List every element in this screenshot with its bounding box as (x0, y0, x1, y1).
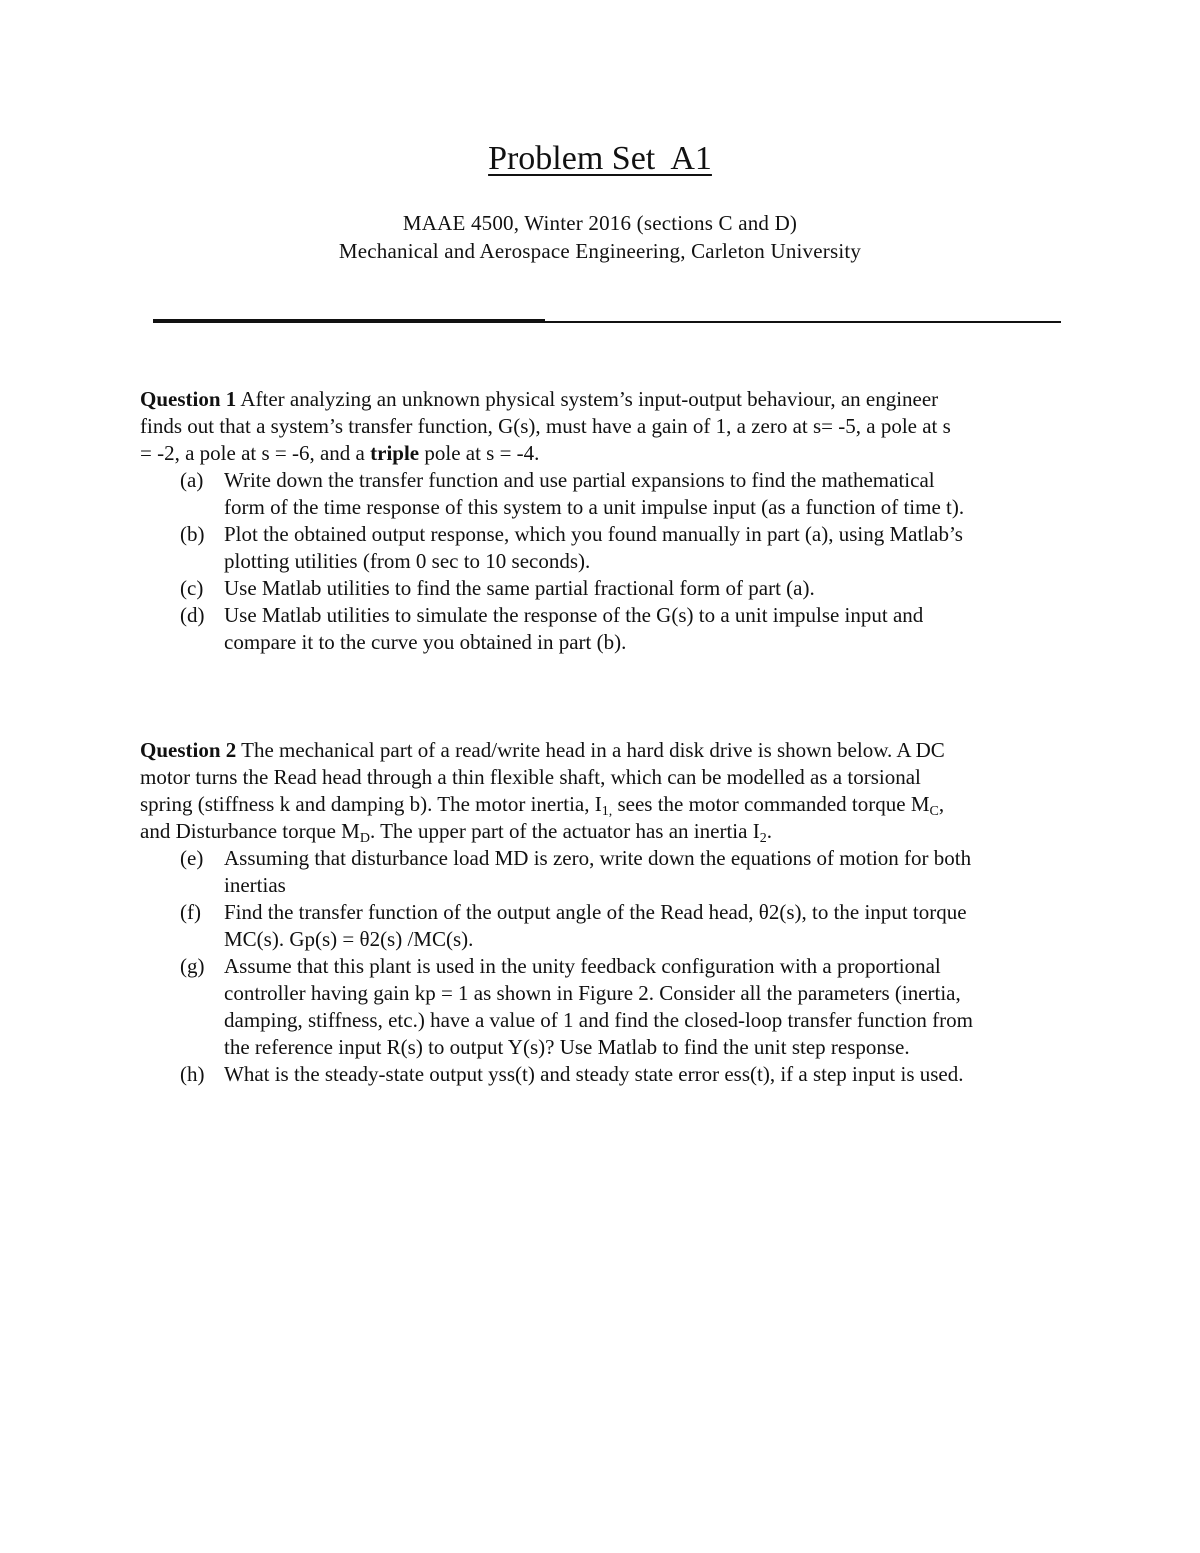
question-2-intro-3a: spring (stiffness k and damping b). The motor inertia, I (140, 792, 602, 816)
part-a-line: form of the time response of this system to a unit impulse input (as a function of time t). (224, 495, 965, 519)
part-a-line: Write down the transfer function and use partial expansions to find the mathematical (224, 468, 935, 492)
part-g-line: Assume that this plant is used in the unity feedback configuration with a proportional (224, 954, 941, 978)
subscript-i2: 2 (759, 831, 767, 846)
part-g-marker: (g) (180, 954, 205, 978)
part-b (140, 521, 1070, 575)
subscript-i1: 1, (601, 804, 613, 819)
question-2-line-4 (140, 818, 1070, 845)
question-1-intro-3b: pole at s = -4. (419, 441, 540, 465)
question-2-intro-4c: . (766, 819, 772, 843)
part-f-line: MC(s). Gp(s) = θ2(s) /MC(s). (224, 927, 474, 951)
part-e-line: Assuming that disturbance load MD is zero, write down the equations of motion for both (224, 846, 972, 870)
question-1-emphasis-triple: triple (370, 441, 420, 465)
question-2-line-1 (140, 737, 1070, 764)
part-g-line: the reference input R(s) to output Y(s)? Use Matlab to find the unit step response. (224, 1035, 910, 1059)
question-2-intro-4b: . The upper part of the actuator has an inertia I (369, 819, 760, 843)
question-1-line-3 (140, 440, 1070, 467)
part-a-marker: (a) (180, 468, 204, 492)
part-g-line: damping, stiffness, etc.) have a value of 1 and find the closed-loop transfer function from (224, 1008, 973, 1032)
question-1-line-2: finds out that a system’s transfer function, G(s), must have a gain of 1, a zero at s= -5, a pole at s (140, 414, 951, 438)
question-2 (140, 737, 1070, 1088)
department-line: Mechanical and Aerospace Engineering, Carleton University (338, 239, 862, 263)
question-1-heading: Question 1 (140, 387, 237, 411)
part-d-line: compare it to the curve you obtained in part (b). (224, 630, 627, 654)
course-line: MAAE 4500, Winter 2016 (sections C and D) (402, 211, 798, 235)
question-2-intro-4a: and Disturbance torque M (140, 819, 360, 843)
part-f (140, 899, 1070, 953)
question-1-parts (140, 467, 1070, 656)
question-2-heading: Question 2 (140, 738, 237, 762)
question-1 (140, 386, 1070, 656)
part-c (140, 575, 1070, 602)
part-b-line: Plot the obtained output response, which you found manually in part (a), using Matlab’s (224, 522, 963, 546)
question-2-line-2: motor turns the Read head through a thin flexible shaft, which can be modelled as a torsional (140, 765, 921, 789)
part-f-marker: (f) (180, 900, 201, 924)
part-e-marker: (e) (180, 846, 204, 870)
question-2-intro-3c: , (938, 792, 945, 816)
question-2-intro-3b: sees the motor commanded torque M (612, 792, 930, 816)
part-e-line: inertias (224, 873, 286, 897)
part-b-line: plotting utilities (from 0 sec to 10 seconds). (224, 549, 591, 573)
question-1-intro-3a: = -2, a pole at s = -6, and a (140, 441, 371, 465)
part-h-marker: (h) (180, 1062, 205, 1086)
question-1-line-1 (140, 386, 1070, 413)
part-d (140, 602, 1070, 656)
part-g-line: controller having gain kp = 1 as shown in Figure 2. Consider all the parameters (inertia, (224, 981, 961, 1005)
part-b-marker: (b) (180, 522, 205, 546)
part-f-line: Find the transfer function of the output angle of the Read head, θ2(s), to the input torque (224, 900, 967, 924)
page-title: Problem Set A1 (488, 140, 712, 177)
part-e (140, 845, 1070, 899)
question-2-line-3 (140, 791, 1070, 818)
part-a (140, 467, 1070, 521)
subscript-mc: C (929, 804, 939, 819)
part-c-line: Use Matlab utilities to find the same partial fractional form of part (a). (224, 576, 815, 600)
question-2-intro-1: The mechanical part of a read/write head in a hard disk drive is shown below. A DC (236, 738, 945, 762)
part-h-line: What is the steady-state output yss(t) and steady state error ess(t), if a step input is used. (224, 1062, 964, 1086)
part-g (140, 953, 1070, 1061)
part-d-line: Use Matlab utilities to simulate the response of the G(s) to a unit impulse input and (224, 603, 924, 627)
part-c-marker: (c) (180, 576, 204, 600)
question-2-parts (140, 845, 1070, 1088)
part-d-marker: (d) (180, 603, 205, 627)
header-divider-thick (153, 319, 545, 323)
part-h (140, 1061, 1070, 1088)
header-divider-thin (545, 321, 1061, 323)
subscript-md: D (359, 831, 370, 846)
question-1-intro-1: After analyzing an unknown physical system’s input-output behaviour, an engineer (236, 387, 939, 411)
